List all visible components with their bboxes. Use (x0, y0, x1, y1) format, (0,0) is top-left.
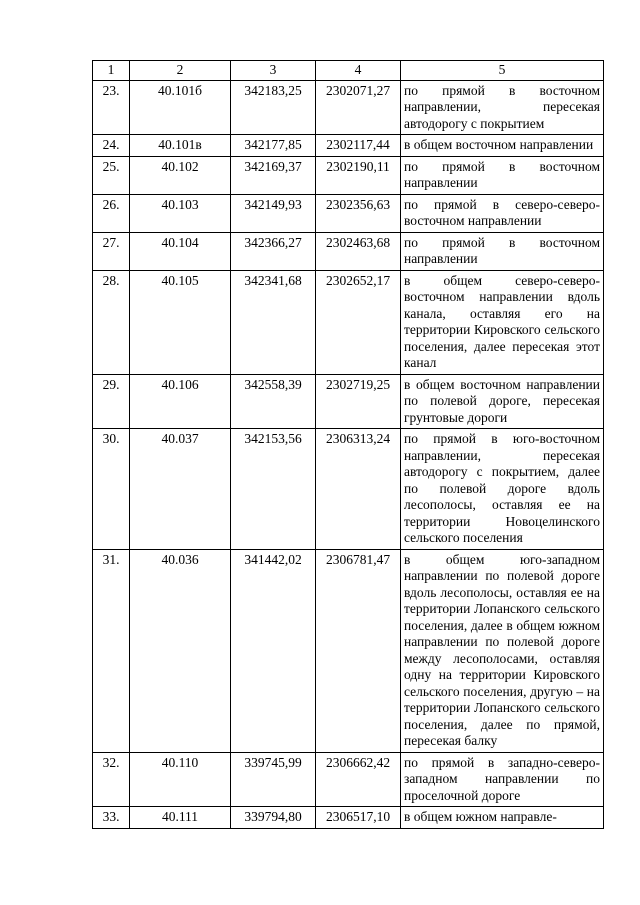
boundary-description: в общем юго-западном направлении по полевой дороге вдоль лесополосы, оставляя ее на территории Лопанского сельского поселения, далее в общем южном направлении по полевой дороге между лесополосами, оставляя одну на территории Кировского сельского поселения, другую – на территории Лопанского сельского поселения, далее по прямой, пересекая балку (401, 549, 604, 752)
boundary-description: в общем северо-северо-восточном направлении вдоль канала, оставляя его на территории Кировского сельского поселения, далее пересекая этот канал (401, 270, 604, 374)
row-number: 23. (93, 80, 130, 135)
point-id: 40.101б (130, 80, 231, 135)
x-coordinate: 342177,85 (231, 135, 316, 157)
header-col-4: 4 (316, 61, 401, 81)
point-id: 40.104 (130, 232, 231, 270)
row-number: 31. (93, 549, 130, 752)
table-row (93, 194, 604, 232)
x-coordinate: 342366,27 (231, 232, 316, 270)
header-row (93, 61, 604, 81)
y-coordinate: 2302463,68 (316, 232, 401, 270)
point-id: 40.105 (130, 270, 231, 374)
table-row (93, 156, 604, 194)
x-coordinate: 342183,25 (231, 80, 316, 135)
point-id: 40.101в (130, 135, 231, 157)
y-coordinate: 2302190,11 (316, 156, 401, 194)
boundary-description: по прямой в западно-северо-западном направлении по проселочной дороге (401, 752, 604, 807)
row-number: 27. (93, 232, 130, 270)
x-coordinate: 341442,02 (231, 549, 316, 752)
table-row (93, 270, 604, 374)
header-col-1: 1 (93, 61, 130, 81)
x-coordinate: 339745,99 (231, 752, 316, 807)
y-coordinate: 2302117,44 (316, 135, 401, 157)
boundary-description: по прямой в юго-восточном направлении, пересекая автодорогу с покрытием, далее по полевой дороге вдоль лесополосы, оставляя ее на территории Новоцелинского сельского поселения (401, 429, 604, 550)
table-row (93, 80, 604, 135)
x-coordinate: 342149,93 (231, 194, 316, 232)
y-coordinate: 2306781,47 (316, 549, 401, 752)
x-coordinate: 342153,56 (231, 429, 316, 550)
point-id: 40.036 (130, 549, 231, 752)
point-id: 40.106 (130, 374, 231, 429)
y-coordinate: 2306517,10 (316, 807, 401, 829)
y-coordinate: 2302719,25 (316, 374, 401, 429)
y-coordinate: 2302356,63 (316, 194, 401, 232)
point-id: 40.103 (130, 194, 231, 232)
y-coordinate: 2302652,17 (316, 270, 401, 374)
y-coordinate: 2306313,24 (316, 429, 401, 550)
boundary-description: в общем восточном направлении (401, 135, 604, 157)
y-coordinate: 2302071,27 (316, 80, 401, 135)
row-number: 28. (93, 270, 130, 374)
x-coordinate: 339794,80 (231, 807, 316, 829)
table-row (93, 232, 604, 270)
y-coordinate: 2306662,42 (316, 752, 401, 807)
table-row (93, 374, 604, 429)
row-number: 33. (93, 807, 130, 829)
table-body (93, 61, 604, 829)
table-row (93, 135, 604, 157)
row-number: 26. (93, 194, 130, 232)
row-number: 24. (93, 135, 130, 157)
point-id: 40.102 (130, 156, 231, 194)
coordinates-table (92, 60, 604, 829)
point-id: 40.110 (130, 752, 231, 807)
x-coordinate: 342341,68 (231, 270, 316, 374)
row-number: 32. (93, 752, 130, 807)
x-coordinate: 342558,39 (231, 374, 316, 429)
boundary-description: в общем южном направле- (401, 807, 604, 829)
boundary-description: по прямой в восточном направлении (401, 232, 604, 270)
table-row (93, 429, 604, 550)
row-number: 30. (93, 429, 130, 550)
boundary-description: по прямой в северо-северо-восточном направлении (401, 194, 604, 232)
boundary-description: по прямой в восточном направлении, пересекая автодорогу с покрытием (401, 80, 604, 135)
boundary-description: по прямой в восточном направлении (401, 156, 604, 194)
table-row (93, 549, 604, 752)
header-col-5: 5 (401, 61, 604, 81)
table-row (93, 752, 604, 807)
row-number: 29. (93, 374, 130, 429)
x-coordinate: 342169,37 (231, 156, 316, 194)
point-id: 40.111 (130, 807, 231, 829)
row-number: 25. (93, 156, 130, 194)
header-col-3: 3 (231, 61, 316, 81)
point-id: 40.037 (130, 429, 231, 550)
boundary-description: в общем восточном направлении по полевой дороге, пересекая грунтовые дороги (401, 374, 604, 429)
header-col-2: 2 (130, 61, 231, 81)
table-row (93, 807, 604, 829)
